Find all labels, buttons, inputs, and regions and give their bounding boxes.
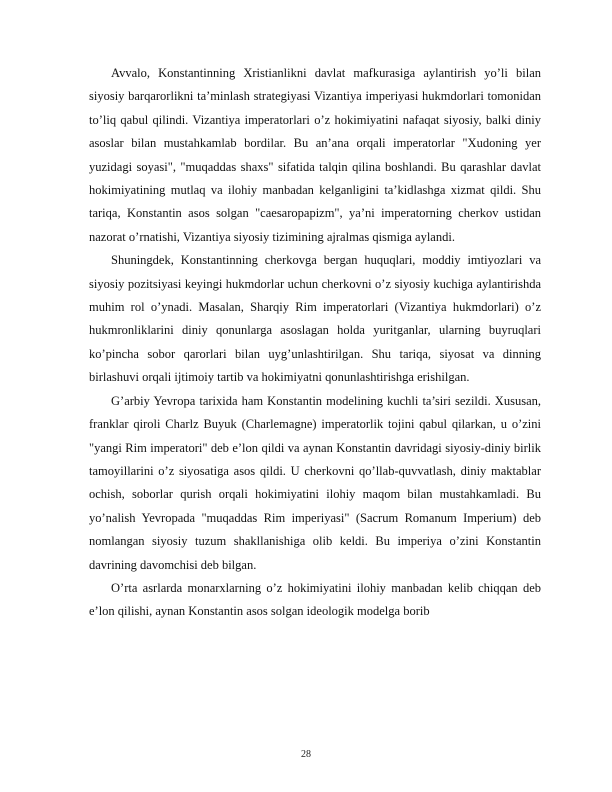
page-number: 28 [301,749,311,760]
paragraph-3: G’arbiy Yevropa tarixida ham Konstantin modelining kuchli ta’siri sezildi. Xususan, franklar qiroli Charlz Buyuk (Charlemagne) imperatorlik tojini qabul qilarkan, u o’zini "yangi Rim imperatori" deb e’lon qildi va aynan Konstantin davridagi siyosiy-diniy birlik tamoyillarini o’z siyosatiga asos qildi. U cherkovni qo’llab-quvvatlash, diniy maktablar ochish, soborlar qurish orqali hokimiyatini ilohiy maqom bilan mustahkamladi. Bu yo’nalish Yevropada "muqaddas Rim imperiyasi" (Sacrum Romanum Imperium) deb nomlangan siyosiy tuzum shakllanishiga olib keldi. Bu imperiya o’zini Konstantin davrining davomchisi deb bilgan. [89,393,541,572]
paragraph-2: Shuningdek, Konstantinning cherkovga bergan huquqlari, moddiy imtiyozlari va siyosiy pozitsiyasi keyingi hukmdorlar uchun cherkovni o’z siyosiy kuchiga aylantirishda muhim rol o’ynadi. Masalan, Sharqiy Rim imperatorlari (Vizantiya hukmdorlari) o’z hukmronliklarini diniy qonunlarga asoslagan holda yuritganlar, ularning buyruqlari ko’pincha sobor qarorlari bilan uyg’unlashtirilgan. Shu tariqa, siyosat va dinning birlashuvi orqali ijtimoiy tartib va hokimiyatni qonunlashtirishga erishilgan. [89,253,541,385]
paragraph-4: O’rta asrlarda monarxlarning o’z hokimiyatini ilohiy manbadan kelib chiqqan deb e’lon qilishi, aynan Konstantin asos solgan ideologik modelga borib [89,580,541,619]
paragraph-1: Avvalo, Konstantinning Xristianlikni davlat mafkurasiga aylantirish yo’li bilan siyosiy barqarorlikni ta’minlash strategiyasi Vizantiya imperiyasi hukmdorlari tomonidan to’liq qabul qilindi. Vizantiya imperatorlari o’z hokimiyatini nafaqat siyosiy, balki diniy asoslar bilan mustahkamlab bordilar. Bu an’ana orqali imperatorlar "Xudoning yer yuzidagi soyasi", "muqaddas shaxs" sifatida talqin qilina boshlandi. Bu qarashlar davlat hokimiyatining mutlaq va ilohiy manbadan kelganligini ta’kidlashga xizmat qildi. Shu tariqa, Konstantin asos solgan "caesaropapizm", ya’ni imperatorning cherkov ustidan nazorat o’rnatishi, Vizantiya siyosiy tizimining ajralmas qismiga aylandi. [89,66,541,244]
document-body [89,62,541,624]
